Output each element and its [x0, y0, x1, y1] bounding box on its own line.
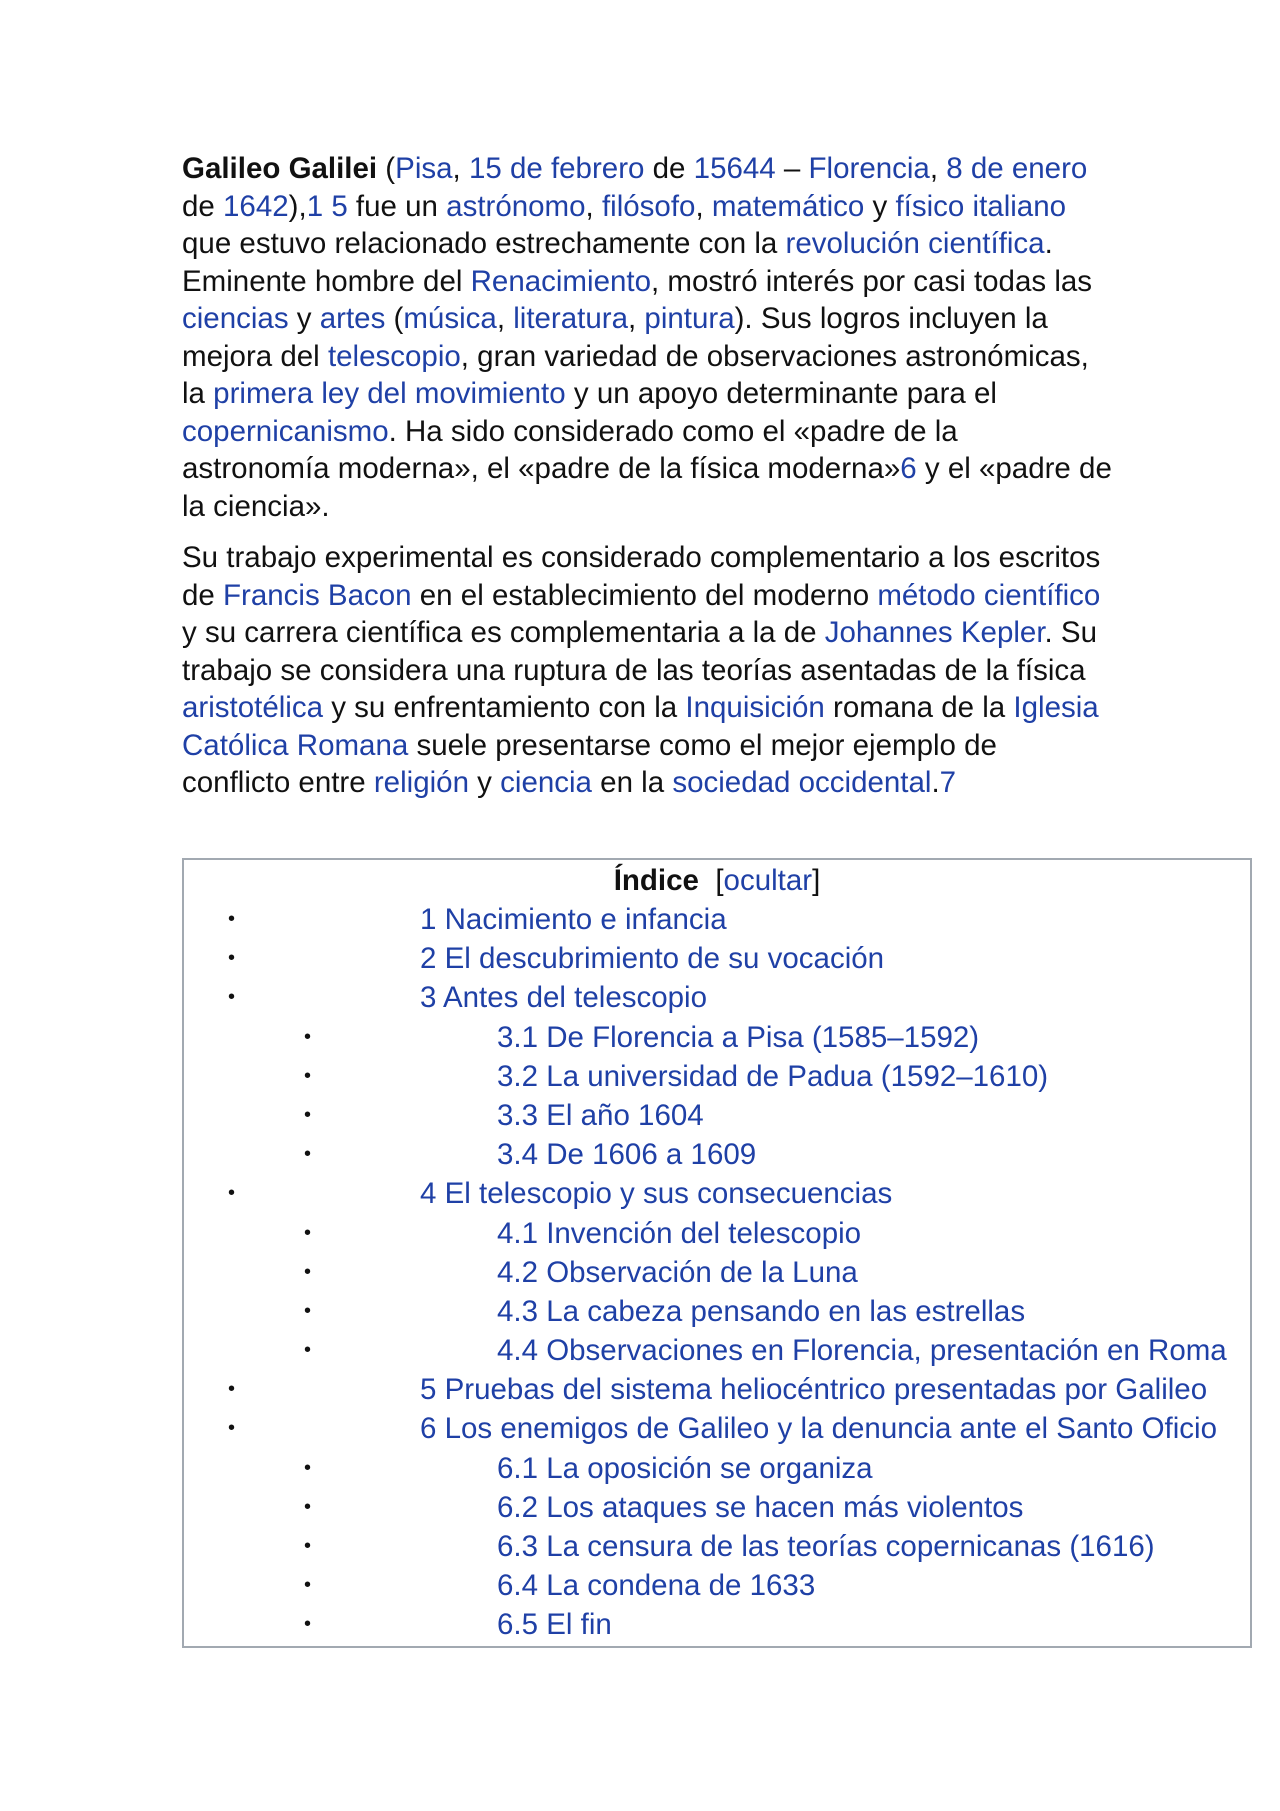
- paragraph-text: [964, 190, 972, 223]
- inline-link[interactable]: Francis Bacon: [223, 578, 412, 612]
- toc-toggle-open: [: [715, 864, 724, 897]
- paragraph-text: y el «padre de la ciencia».: [182, 452, 1112, 523]
- toc-link[interactable]: 4.4 Observaciones en Florencia, presentación en Roma: [497, 1334, 1227, 1368]
- paragraph-text: de: [182, 189, 224, 223]
- toc-item: [184, 1449, 1250, 1488]
- inline-link[interactable]: Renacimiento: [470, 264, 651, 298]
- toc-link[interactable]: 3.1 De Florencia a Pisa (1585–1592): [497, 1020, 980, 1054]
- toc-item: [184, 978, 1250, 1017]
- toc-link[interactable]: 6.1 La oposición se organiza: [497, 1451, 873, 1485]
- toc-link[interactable]: 5 Pruebas del sistema heliocéntrico presentadas por Galileo: [420, 1373, 1208, 1407]
- toc-item: [184, 1370, 1250, 1409]
- toc-toggle-close: ]: [812, 864, 821, 897]
- paragraph-text: .: [931, 766, 940, 799]
- bullet-icon: •: [304, 1103, 312, 1126]
- paragraph-text: en la: [591, 766, 673, 799]
- paragraph-text: ,: [628, 302, 645, 335]
- bullet-icon: •: [304, 1535, 312, 1557]
- bullet-icon: •: [228, 908, 236, 930]
- toc-link[interactable]: 6.2 Los ataques se hacen más violentos: [497, 1490, 1024, 1524]
- paragraph-text: ,: [496, 302, 514, 335]
- toc-link[interactable]: 6.4 La condena de 1633: [497, 1569, 816, 1603]
- inline-link[interactable]: Johannes Kepler: [824, 616, 1045, 649]
- inline-link[interactable]: 7: [939, 766, 957, 799]
- toc-hide-link[interactable]: ocultar: [723, 864, 813, 897]
- inline-link[interactable]: filósofo: [601, 189, 696, 223]
- inline-link[interactable]: matemático: [711, 189, 865, 223]
- paragraph-text: ,: [585, 189, 602, 223]
- inline-link[interactable]: 6: [900, 452, 917, 485]
- inline-link[interactable]: copernicanismo: [182, 414, 389, 448]
- paragraph-text: (: [377, 152, 396, 185]
- paragraph-text: y un apoyo determinante para el: [565, 377, 997, 410]
- inline-link[interactable]: Florencia: [808, 152, 930, 185]
- paragraph-text: ,: [452, 152, 469, 185]
- inline-link[interactable]: 8 de enero: [946, 152, 1088, 185]
- bullet-icon: •: [304, 1064, 312, 1087]
- inline-link[interactable]: aristotélica: [182, 691, 324, 724]
- inline-link[interactable]: 5: [331, 189, 348, 223]
- paragraph-text: en el establecimiento del moderno: [411, 578, 878, 612]
- inline-link[interactable]: Iglesia Católica Romana: [182, 691, 1099, 762]
- paragraph-text: ,: [929, 152, 947, 185]
- bullet-icon: •: [304, 1456, 312, 1479]
- paragraph-text: . Ha sido considerado como el «padre de la astronomía moderna», el «padre de la física moderna»: [182, 414, 958, 485]
- toc-item: [184, 1096, 1250, 1135]
- paragraph-text: , gran variedad de observaciones astronómicas, la: [182, 339, 1089, 410]
- inline-link[interactable]: ciencias: [182, 302, 289, 335]
- toc-link[interactable]: 4.1 Invención del telescopio: [497, 1216, 862, 1250]
- paragraph-text: ),: [288, 189, 307, 223]
- bullet-icon: •: [228, 947, 236, 970]
- inline-link[interactable]: 1: [306, 189, 324, 223]
- inline-link[interactable]: telescopio: [327, 339, 461, 373]
- bullet-icon: •: [304, 1025, 312, 1048]
- paragraph-text: ,: [695, 189, 712, 223]
- inline-link[interactable]: literatura: [513, 302, 628, 335]
- paragraph-text: y su carrera científica es complementaria a la de: [182, 616, 825, 649]
- paragraph-text: Su trabajo experimental es considerado complementario a los escritos de: [182, 541, 1101, 612]
- toc-link[interactable]: 6.5 El fin: [497, 1608, 612, 1642]
- toc-item: [184, 1135, 1250, 1174]
- toc-link[interactable]: 4 El telescopio y sus consecuencias: [420, 1177, 893, 1211]
- paragraph-text: de: [644, 152, 694, 185]
- toc-item: [184, 1292, 1250, 1331]
- toc-item: [184, 1566, 1250, 1605]
- paragraph-text: –: [775, 152, 809, 185]
- inline-link[interactable]: físico: [895, 189, 965, 223]
- toc-item: [184, 1409, 1250, 1448]
- paragraph-text: ). Sus logros incluyen la mejora del: [182, 302, 1048, 373]
- bullet-icon: •: [228, 1417, 236, 1440]
- paragraph-text: y: [468, 766, 501, 799]
- inline-link[interactable]: sociedad occidental: [672, 766, 932, 799]
- paragraph-text: y: [288, 302, 320, 335]
- inline-link[interactable]: ciencia: [500, 766, 592, 799]
- inline-link[interactable]: Pisa: [395, 152, 453, 185]
- toc-item: [184, 1331, 1250, 1370]
- bullet-icon: •: [304, 1260, 312, 1283]
- article-subject: Galileo Galilei: [182, 152, 378, 185]
- toc-item: [184, 1488, 1250, 1527]
- bullet-icon: •: [304, 1495, 312, 1518]
- paragraph-text: (: [385, 302, 404, 335]
- bullet-icon: •: [228, 1182, 236, 1205]
- toc-header: [184, 862, 1250, 900]
- toc-item: [184, 1214, 1250, 1253]
- bullet-icon: •: [304, 1143, 312, 1166]
- article-body: [182, 150, 1112, 816]
- paragraph-text: . Su trabajo se considera una ruptura de las teorías asentadas de la física: [182, 616, 1097, 687]
- toc-link[interactable]: 4.2 Observación de la Luna: [497, 1255, 858, 1289]
- inline-link[interactable]: Inquisición: [685, 691, 825, 724]
- toc-item: [184, 939, 1250, 978]
- bullet-icon: •: [304, 1221, 312, 1244]
- inline-link[interactable]: pintura: [644, 302, 735, 335]
- toc-item: [184, 1527, 1250, 1566]
- inline-link[interactable]: artes: [319, 302, 386, 335]
- toc-link[interactable]: 3.3 El año 1604: [497, 1098, 704, 1132]
- inline-link[interactable]: método científico: [877, 578, 1101, 612]
- toc-item: [184, 1174, 1250, 1213]
- bullet-icon: •: [304, 1613, 312, 1636]
- inline-link[interactable]: 15644: [693, 152, 776, 185]
- second-paragraph: [182, 539, 1112, 802]
- inline-link[interactable]: religión: [373, 766, 469, 799]
- toc-item: [184, 1605, 1250, 1644]
- inline-link[interactable]: música: [403, 302, 497, 335]
- paragraph-text: y: [864, 189, 896, 223]
- paragraph-text: suele presentarse como el mejor ejemplo de conflicto entre: [182, 728, 997, 799]
- toc-link[interactable]: 1 Nacimiento e infancia: [420, 903, 727, 936]
- bullet-icon: •: [304, 1574, 312, 1597]
- toc-item: [184, 900, 1250, 939]
- paragraph-text: que estuvo relacionado estrechamente con la: [182, 227, 786, 260]
- paragraph-text: y su enfrentamiento con la: [323, 691, 686, 724]
- toc-item: [184, 1253, 1250, 1292]
- intro-paragraph: [182, 150, 1112, 525]
- paragraph-text: romana de la: [824, 691, 1014, 724]
- toc-item: [184, 1057, 1250, 1096]
- toc-link[interactable]: 2 El descubrimiento de su vocación: [420, 942, 885, 976]
- inline-link[interactable]: 1642: [223, 189, 289, 223]
- bullet-icon: •: [228, 1378, 236, 1401]
- toc-title: Índice: [613, 864, 699, 897]
- toc-link[interactable]: 6 Los enemigos de Galileo y la denuncia ante el Santo Oficio: [420, 1412, 1218, 1446]
- toc-link[interactable]: 6.3 La censura de las teorías copernicanas (1616): [497, 1530, 1155, 1563]
- paragraph-text: fue un: [347, 189, 447, 223]
- toc-link[interactable]: 3 Antes del telescopio: [420, 981, 708, 1015]
- inline-link[interactable]: 15 de febrero: [468, 152, 645, 185]
- bullet-icon: •: [304, 1339, 312, 1362]
- inline-link[interactable]: revolución científica: [785, 227, 1045, 260]
- toc-list: [184, 900, 1250, 1645]
- inline-link[interactable]: astrónomo: [446, 189, 586, 223]
- toc-link[interactable]: 3.4 De 1606 a 1609: [497, 1138, 757, 1172]
- toc-link[interactable]: 3.2 La universidad de Padua (1592–1610): [497, 1059, 1049, 1093]
- inline-link[interactable]: primera ley del movimiento: [213, 377, 566, 410]
- bullet-icon: •: [304, 1299, 312, 1322]
- toc-item: [184, 1018, 1250, 1057]
- table-of-contents: [182, 858, 1252, 1648]
- toc-link[interactable]: 4.3 La cabeza pensando en las estrellas: [497, 1294, 1026, 1328]
- paragraph-text: , mostró interés por casi todas las: [650, 264, 1093, 298]
- bullet-icon: •: [228, 986, 236, 1009]
- inline-link[interactable]: italiano: [972, 189, 1067, 223]
- paragraph-text: . Eminente hombre del: [182, 227, 1053, 298]
